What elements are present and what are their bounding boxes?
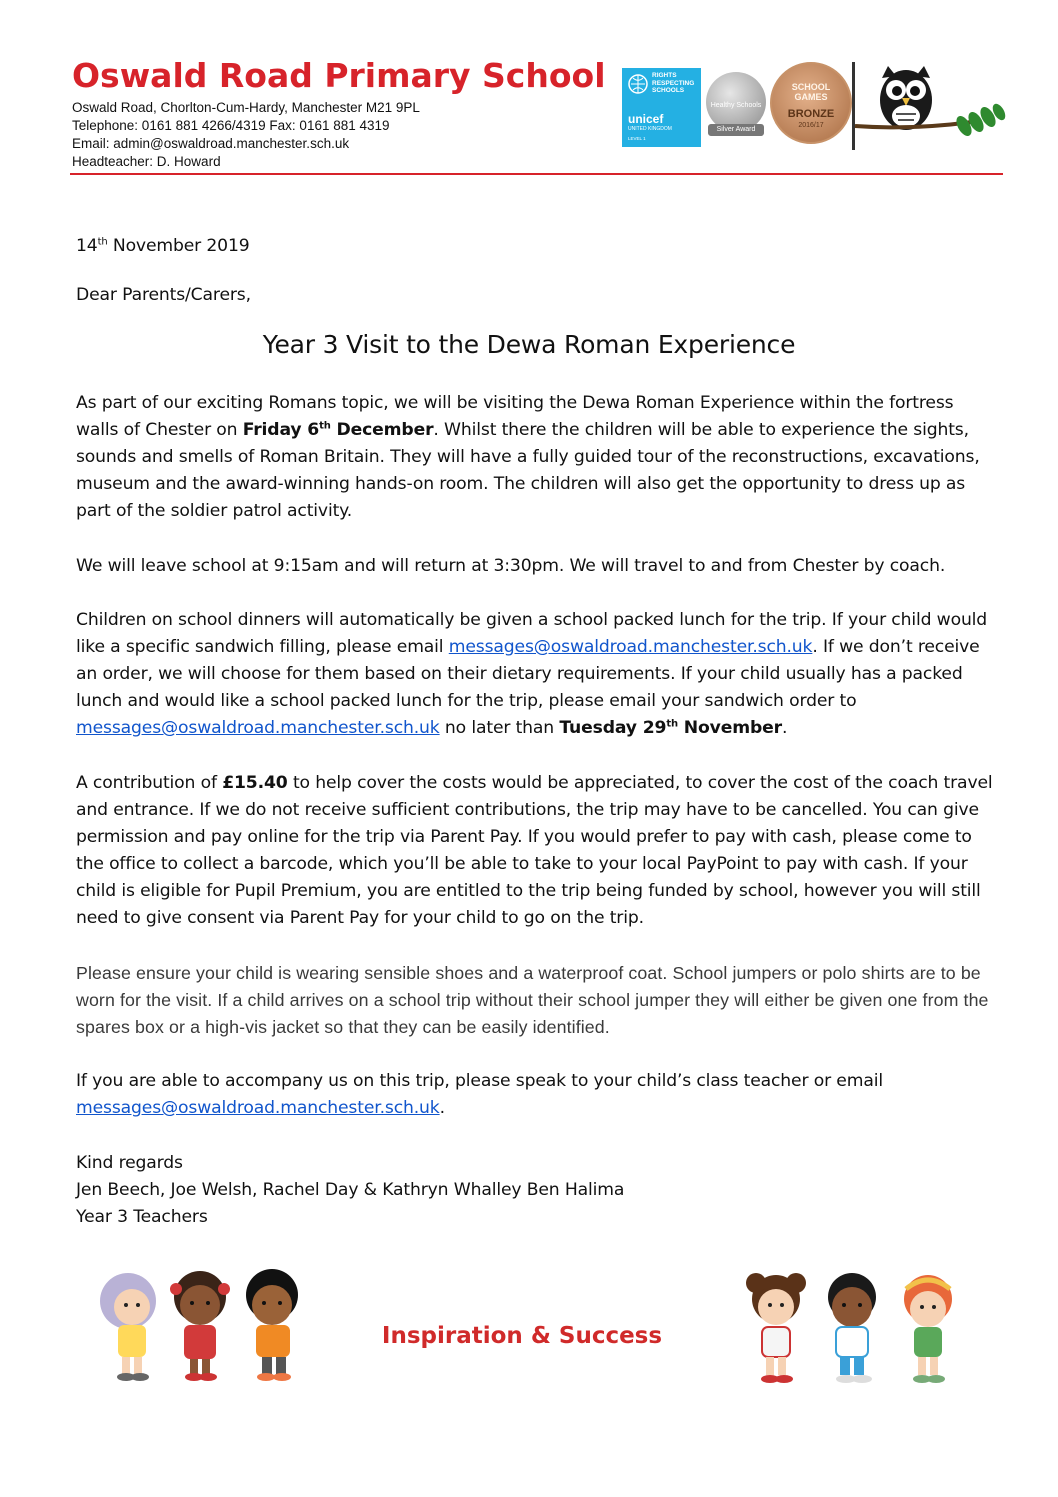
school-contact-block	[72, 99, 420, 171]
paragraph-intro: As part of our exciting Romans topic, we will be visiting the Dewa Roman Experience within the fortress walls of Chester on Friday 6th December. Whilst there the children will be able to experience the sights, sounds and smells of Roman Britain. They will have a fully guided tour of the reconstructions, excavations, museum and the award-winning hands-on room. The children will also get the opportunity to dress up as part of the soldier patrol activity.	[76, 393, 980, 521]
signatory-role: Year 3 Teachers	[76, 1207, 208, 1227]
signatories: Jen Beech, Joe Welsh, Rachel Day & Kathryn Whalley Ben Halima	[76, 1180, 625, 1200]
email-link[interactable]: messages@oswaldroad.manchester.sch.uk	[76, 718, 440, 738]
healthy-schools-award-badge: Silver Award	[708, 124, 764, 136]
rrs-label: RIGHTS RESPECTING SCHOOLS	[652, 72, 695, 94]
sign-off: Kind regards	[76, 1153, 183, 1173]
rrs-level-label: LEVEL 1	[628, 136, 646, 141]
school-email: Email: admin@oswaldroad.manchester.sch.uk	[72, 136, 350, 151]
headteacher: Headteacher: D. Howard	[72, 154, 221, 169]
letter-greeting: Dear Parents/Carers,	[76, 285, 251, 305]
letter-title: Year 3 Visit to the Dewa Roman Experience	[262, 330, 796, 359]
header-divider	[70, 173, 1003, 175]
paragraph-uniform: Please ensure your child is wearing sensible shoes and a waterproof coat. School jumpers or polo shirts are to be worn for the visit. If a child arrives on a school trip without their school jumper they will either be given one from the spares box or a high-vis jacket so that they can be easily identified.	[76, 963, 989, 1037]
paragraph-times: We will leave school at 9:15am and will return at 3:30pm. We will travel to and from Chester by coach.	[76, 556, 946, 576]
owl-on-branch-icon	[852, 60, 1007, 152]
school-address: Oswald Road, Chorlton-Cum-Hardy, Manchester M21 9PL	[72, 100, 420, 115]
school-telephone: Telephone: 0161 881 4266/4319 Fax: 0161 881 4319	[72, 118, 390, 133]
school-name: Oswald Road Primary School	[72, 56, 606, 95]
school-games-label: SCHOOL GAMES	[791, 82, 831, 102]
unicef-globe-icon	[627, 73, 649, 95]
school-games-year: 2016/17	[798, 122, 824, 129]
unicef-sub-label: UNITED KINGDOM	[628, 126, 672, 132]
paragraph-contribution: A contribution of £15.40 to help cover the costs would be appreciated, to cover the cost of the coach travel and entrance. If we do not receive sufficient contributions, the trip may have to be cancelled. You can give permission and pay online for the trip via Parent Pay. If you would prefer to pay with cash, please come to the office to collect a barcode, which you’ll be able to take to your local PayPoint to pay with cash. If your child is eligible for Pupil Premium, you are entitled to the trip being funded by school, however you will still need to give consent via Parent Pay for your child to go on the trip.	[76, 773, 993, 928]
trip-date: Friday 6th December	[242, 420, 434, 440]
letter-date: 14th November 2019	[76, 236, 250, 256]
contribution-amount: £15.40	[222, 773, 288, 793]
email-link[interactable]: messages@oswaldroad.manchester.sch.uk	[76, 1098, 440, 1118]
unicef-label: unicef	[628, 112, 664, 126]
school-motto: Inspiration & Success	[381, 1323, 663, 1349]
children-cartoon-right-icon	[742, 1265, 967, 1390]
school-games-bronze-logo	[770, 62, 852, 144]
sign-off-block	[76, 1150, 996, 1231]
lunch-deadline: Tuesday 29th November	[559, 718, 782, 738]
email-link[interactable]: messages@oswaldroad.manchester.sch.uk	[448, 637, 813, 657]
rights-respecting-schools-logo	[622, 68, 701, 147]
school-games-level: BRONZE	[787, 108, 835, 120]
healthy-schools-label: Healthy Schools	[710, 102, 762, 109]
paragraph-lunch: Children on school dinners will automatically be given a school packed lunch for the trip. If your child would like a specific sandwich filling, please email messages@oswaldroad.manchester.sch.uk. If we don’t receive an order, we will choose for them based on their dietary requirements. If your child usually has a packed lunch and would like a school packed lunch for the trip, please email your sandwich order to messages@oswaldroad.manchester.sch.uk no later than Tuesday 29th November.	[76, 610, 988, 738]
healthy-schools-logo	[706, 72, 766, 132]
paragraph-accompany: If you are able to accompany us on this trip, please speak to your child’s class teacher or email messages@oswaldroad.manchester.sch.uk.	[76, 1071, 883, 1118]
